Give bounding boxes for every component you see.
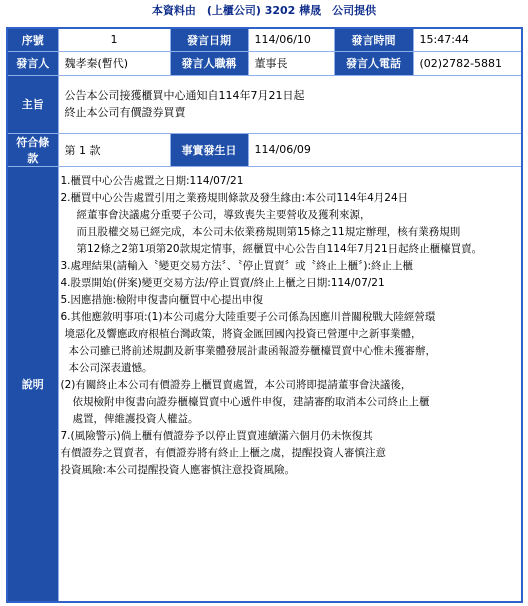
- date-value: 114/06/10: [248, 28, 334, 51]
- clause-label: 符合條款: [7, 133, 58, 166]
- description-line: (2)有關終止本公司有價證券上櫃買賣處置，本公司將即提請董事會決議後，: [60, 378, 412, 391]
- description-line: 境惡化及響應政府根植台灣政策，將資金匯回國內投資已營運中之新事業體，: [64, 327, 422, 340]
- description-line: 6.其他應敘明事項:(1)本公司處分大陸重要子公司係為因應川普關稅戰大陸經營環: [60, 310, 436, 323]
- subject-label: 主旨: [7, 75, 58, 133]
- description-line: 2.櫃買中心公告處置引用之業務規則條款及發生緣由:本公司114年4月24日: [60, 191, 409, 204]
- time-label: 發言時間: [334, 28, 413, 51]
- description-value: [58, 166, 522, 602]
- table-row: [7, 75, 522, 133]
- speaker-value: 魏孝秦(暫代): [58, 51, 170, 75]
- description-line: 7.(風險警示)倘上櫃有價證券予以停止買賣連續滿六個月仍未恢復其: [60, 429, 373, 442]
- speaker-title-label: 發言人職稱: [170, 51, 248, 75]
- description-line: 依規檢附申復書向證券櫃檯買賣中心遞件申復，建請審酌取消本公司終止上櫃: [72, 395, 430, 408]
- description-line: 3.處理結果(請輸入〝變更交易方法〞、〝停止買賣〞或〝終止上櫃〞):終止上櫃: [60, 259, 413, 272]
- description-label: 說明: [7, 166, 58, 602]
- description-line: 5.因應措施:檢附申復書向櫃買中心提出申復: [60, 293, 264, 306]
- phone-value: (02)2782-5881: [413, 51, 522, 75]
- event-date-label: 事實發生日: [170, 133, 248, 166]
- description-line: 第12條之2第1項第20款規定情事，經櫃買中心公告自114年7月21日起終止櫃檯買賣。: [76, 242, 483, 255]
- description-line: 處置，俾維護投資人權益。: [72, 412, 199, 425]
- subject-line: 公告本公司接獲櫃買中心通知自114年7月21日起: [64, 89, 305, 102]
- event-date-value: 114/06/09: [248, 133, 522, 166]
- description-line: 而且股權交易已經完成，本公司未依業務規則第15條之11規定辦理，核有業務規則: [76, 225, 461, 238]
- table-row: [7, 28, 522, 51]
- table-row: [7, 51, 522, 75]
- description-line: 有價證券之買賣者，有價證券將有終止上櫃之虞，提醒投資人審慎注意: [60, 446, 386, 459]
- seq-label: 序號: [7, 28, 58, 51]
- description-line: 4.股票開始(併案)變更交易方法/停止買賣/終止上櫃之日期:114/07/21: [60, 276, 385, 289]
- table-row: [7, 166, 522, 602]
- speaker-title-value: 董事長: [248, 51, 334, 75]
- description-line: 1.櫃買中心公告處置之日期:114/07/21: [60, 174, 244, 187]
- page-title: 本資料由 (上櫃公司) 3202 樺晟 公司提供: [151, 4, 377, 17]
- phone-label: 發言人電話: [334, 51, 413, 75]
- speaker-label: 發言人: [7, 51, 58, 75]
- description-line: 本公司深表遺憾。: [68, 361, 153, 374]
- subject-value: [58, 75, 522, 133]
- date-label: 發言日期: [170, 28, 248, 51]
- description-line: 投資風險:本公司提醒投資人應審慎注意投資風險。: [60, 463, 296, 476]
- announcement-table: [6, 27, 523, 603]
- description-line: 經董事會決議處分重要子公司，導致喪失主要營收及獲利來源，: [76, 208, 371, 221]
- table-row: [7, 133, 522, 166]
- subject-line: 終止本公司有價證券買賣: [64, 106, 186, 119]
- clause-value: 第 1 款: [58, 133, 170, 166]
- description-line: 本公司雖已將前述規劃及新事業體發展計畫函報證券櫃檯買賣中心惟未獲審辦，: [68, 344, 436, 357]
- seq-value: 1: [58, 28, 170, 51]
- time-value: 15:47:44: [413, 28, 522, 51]
